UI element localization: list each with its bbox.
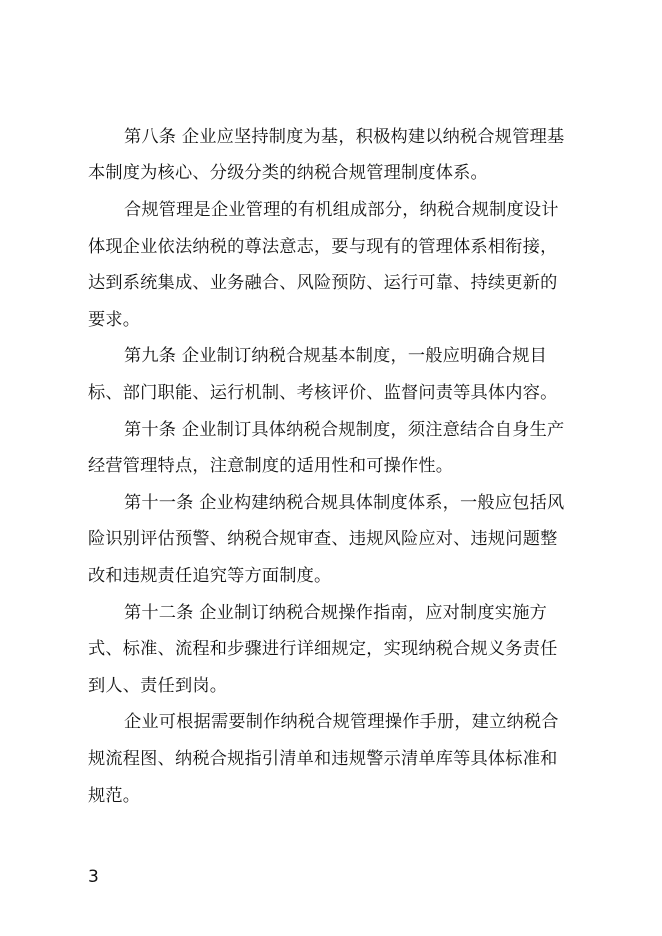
text-line: 改和违规责任追究等方面制度。 xyxy=(88,566,332,586)
text-line: 式、标准、流程和步骤进行详细规定，实现纳税合规义务责任 xyxy=(88,639,558,659)
text-line: 要求。 xyxy=(88,310,141,330)
text-line: 规流程图、纳税合规指引清单和违规警示清单库等具体标准和 xyxy=(88,749,558,769)
text-line-article-10-start: 第十条 企业制订具体纳税合规制度，须注意结合自身生产 xyxy=(124,420,565,440)
text-line-article-12-start: 第十二条 企业制订纳税合规操作指南，应对制度实施方 xyxy=(124,603,547,623)
text-line: 险识别评估预警、纳税合规审查、违规风险应对、违规问题整 xyxy=(88,529,558,549)
text-line-article-8-start: 第八条 企业应坚持制度为基，积极构建以纳税合规管理基 xyxy=(124,127,565,147)
text-line: 到人、责任到岗。 xyxy=(88,676,228,696)
text-line: 经营管理特点，注意制度的适用性和可操作性。 xyxy=(88,456,454,476)
text-line: 标、部门职能、运行机制、考核评价、监督问责等具体内容。 xyxy=(88,383,558,403)
text-line-article-11-start: 第十一条 企业构建纳税合规具体制度体系，一般应包括风 xyxy=(124,493,565,513)
text-line-paragraph-start: 合规管理是企业管理的有机组成部分，纳税合规制度设计 xyxy=(124,200,559,220)
text-line: 本制度为核心、分级分类的纳税合规管理制度体系。 xyxy=(88,163,488,183)
text-line: 规范。 xyxy=(88,786,141,806)
text-line-article-9-start: 第九条 企业制订纳税合规基本制度，一般应明确合规目 xyxy=(124,346,547,366)
text-line: 达到系统集成、业务融合、风险预防、运行可靠、持续更新的 xyxy=(88,273,558,293)
text-line: 体现企业依法纳税的尊法意志，要与现有的管理体系相衔接， xyxy=(88,237,558,257)
text-line-paragraph-start: 企业可根据需要制作纳税合规管理操作手册，建立纳税合 xyxy=(124,712,559,732)
page-number: 3 xyxy=(88,867,99,887)
